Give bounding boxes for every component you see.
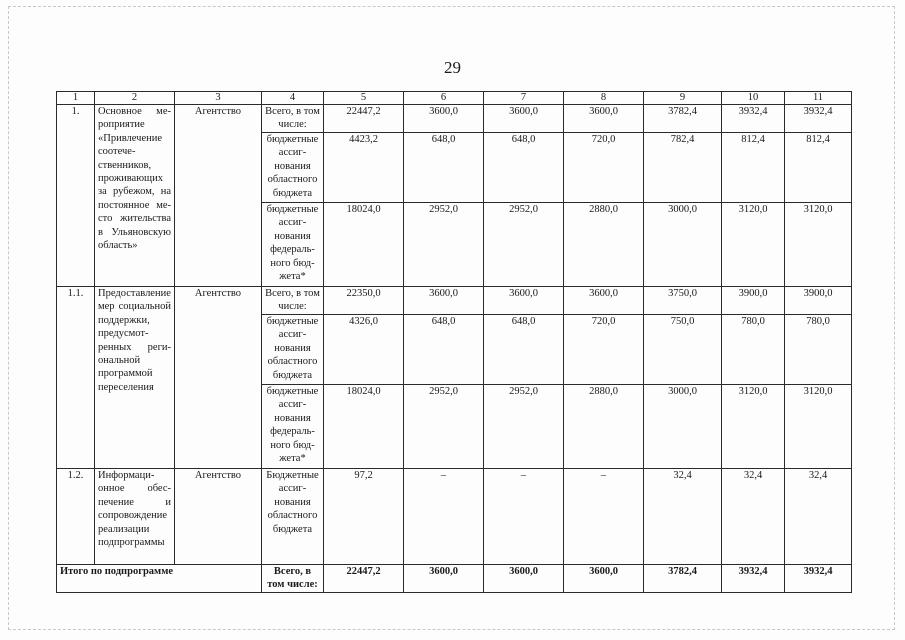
total-value: 22447,2	[324, 565, 404, 593]
column-header: 2	[95, 92, 175, 105]
value-cell: 720,0	[564, 315, 644, 385]
budget-table	[56, 91, 852, 593]
value-cell: 3600,0	[404, 287, 484, 315]
value-cell: 3600,0	[484, 105, 564, 133]
value-cell: 782,4	[644, 133, 722, 203]
executor: Агентство	[175, 469, 262, 565]
value-cell: 3000,0	[644, 385, 722, 469]
row-number: 1.	[57, 105, 95, 287]
value-cell: 812,4	[785, 133, 852, 203]
measure-name: Основное мероприятие «Привлечение соотечественников, проживающих за рубежом, на постоянное место жительства в Ульяновскую область»	[95, 105, 175, 287]
column-header: 6	[404, 92, 484, 105]
value-cell: 648,0	[404, 133, 484, 203]
total-value: 3600,0	[404, 565, 484, 593]
value-cell: –	[484, 469, 564, 565]
row-number: 1.1.	[57, 287, 95, 469]
executor: Агентство	[175, 105, 262, 287]
total-label: Итого по подпрограмме	[57, 565, 262, 593]
value-cell: 648,0	[404, 315, 484, 385]
value-cell: 2952,0	[404, 385, 484, 469]
value-cell: 32,4	[644, 469, 722, 565]
column-header: 7	[484, 92, 564, 105]
source-label: Всего, в том числе:	[262, 287, 324, 315]
value-cell: 3600,0	[484, 287, 564, 315]
total-source: Всего, в том числе:	[262, 565, 324, 593]
value-cell: 3900,0	[785, 287, 852, 315]
source-label: бюджетные ассигнования федерального бюджета*	[262, 203, 324, 287]
total-value: 3932,4	[785, 565, 852, 593]
executor: Агентство	[175, 287, 262, 469]
value-cell: 750,0	[644, 315, 722, 385]
value-cell: 3120,0	[722, 203, 785, 287]
value-cell: 32,4	[785, 469, 852, 565]
measure-name: Информационное обеспечение и сопровождение реализации подпрограммы	[95, 469, 175, 565]
table-row	[57, 469, 852, 565]
row-number: 1.2.	[57, 469, 95, 565]
column-header: 11	[785, 92, 852, 105]
column-header: 4	[262, 92, 324, 105]
total-value: 3600,0	[484, 565, 564, 593]
value-cell: 22350,0	[324, 287, 404, 315]
column-header: 5	[324, 92, 404, 105]
value-cell: 18024,0	[324, 203, 404, 287]
total-value: 3782,4	[644, 565, 722, 593]
value-cell: 3120,0	[785, 203, 852, 287]
value-cell: 812,4	[722, 133, 785, 203]
value-cell: 3750,0	[644, 287, 722, 315]
total-row	[57, 565, 852, 593]
source-label: Всего, в том числе:	[262, 105, 324, 133]
column-header: 1	[57, 92, 95, 105]
page-number: 29	[444, 58, 461, 77]
value-cell: 2880,0	[564, 203, 644, 287]
table-row	[57, 105, 852, 133]
value-cell: 2880,0	[564, 385, 644, 469]
value-cell: 3900,0	[722, 287, 785, 315]
column-header: 9	[644, 92, 722, 105]
value-cell: 2952,0	[484, 385, 564, 469]
value-cell: 3000,0	[644, 203, 722, 287]
value-cell: 3932,4	[722, 105, 785, 133]
value-cell: 32,4	[722, 469, 785, 565]
value-cell: 780,0	[722, 315, 785, 385]
source-label: бюджетные ассигнования федерального бюджета*	[262, 385, 324, 469]
source-label: бюджетные ассигнования областного бюджета	[262, 315, 324, 385]
column-header: 3	[175, 92, 262, 105]
value-cell: 3600,0	[564, 287, 644, 315]
value-cell: 3120,0	[722, 385, 785, 469]
value-cell: 4326,0	[324, 315, 404, 385]
value-cell: 3600,0	[564, 105, 644, 133]
total-value: 3600,0	[564, 565, 644, 593]
header-row	[57, 92, 852, 105]
value-cell: 3600,0	[404, 105, 484, 133]
value-cell: 22447,2	[324, 105, 404, 133]
value-cell: 4423,2	[324, 133, 404, 203]
source-label: бюджетные ассигнования областного бюджета	[262, 133, 324, 203]
source-label: Бюджетные ассигнования областного бюджета	[262, 469, 324, 565]
value-cell: 3932,4	[785, 105, 852, 133]
total-value: 3932,4	[722, 565, 785, 593]
value-cell: 3120,0	[785, 385, 852, 469]
column-header: 10	[722, 92, 785, 105]
value-cell: 3782,4	[644, 105, 722, 133]
value-cell: 720,0	[564, 133, 644, 203]
table-row	[57, 287, 852, 315]
measure-name: Предоставление мер социальной поддержки, предусмотренных региональной программой переселения	[95, 287, 175, 469]
value-cell: 2952,0	[404, 203, 484, 287]
value-cell: –	[404, 469, 484, 565]
value-cell: 97,2	[324, 469, 404, 565]
value-cell: 648,0	[484, 133, 564, 203]
value-cell: –	[564, 469, 644, 565]
value-cell: 2952,0	[484, 203, 564, 287]
value-cell: 648,0	[484, 315, 564, 385]
column-header: 8	[564, 92, 644, 105]
value-cell: 780,0	[785, 315, 852, 385]
value-cell: 18024,0	[324, 385, 404, 469]
